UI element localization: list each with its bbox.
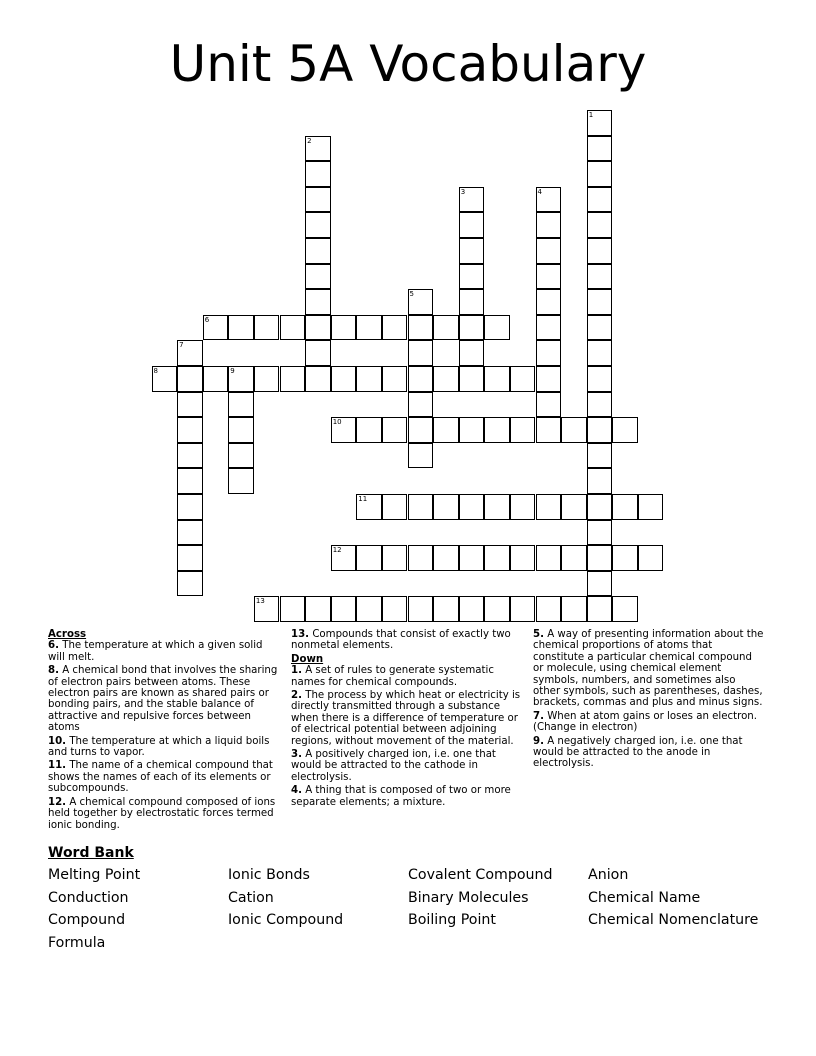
- crossword-cell[interactable]: [177, 494, 203, 520]
- crossword-cell[interactable]: [587, 494, 613, 520]
- word-bank-item: Formula: [48, 934, 106, 951]
- puzzle-title: Unit 5A Vocabulary: [169, 35, 647, 93]
- clue-down-3: 3. A positively charged ion, i.e. one that would be attracted to the cathode in electrolysis.: [291, 749, 496, 783]
- crossword-cell[interactable]: [536, 289, 562, 315]
- crossword-cell[interactable]: [587, 392, 613, 418]
- crossword-cell[interactable]: [587, 136, 613, 162]
- crossword-cell[interactable]: [356, 417, 382, 443]
- crossword-cell[interactable]: [177, 520, 203, 546]
- word-bank: [48, 866, 788, 953]
- crossword-cell[interactable]: [587, 110, 613, 136]
- word-bank-item: Cation: [228, 889, 274, 906]
- across-heading: Across: [48, 629, 87, 640]
- crossword-cell[interactable]: [228, 468, 254, 494]
- crossword-cell[interactable]: [561, 494, 587, 520]
- clue-down-2: 2. The process by which heat or electricity is directly transmitted through a substance when there is a difference of temperature or of electrical potential between adjoining regions, without movement of the material.: [291, 690, 521, 747]
- crossword-cell[interactable]: [459, 187, 485, 213]
- crossword-cell[interactable]: [177, 443, 203, 469]
- crossword-cell[interactable]: [510, 545, 536, 571]
- crossword-cell[interactable]: [536, 238, 562, 264]
- crossword-cell[interactable]: [254, 315, 280, 341]
- crossword-cell[interactable]: [587, 187, 613, 213]
- crossword-cell[interactable]: [305, 136, 331, 162]
- crossword-cell[interactable]: [305, 315, 331, 341]
- crossword-cell[interactable]: [331, 596, 357, 622]
- clue-down-7: 7. When at atom gains or loses an electron. (Change in electron): [533, 710, 757, 734]
- word-bank-item: Ionic Compound: [228, 912, 344, 928]
- clue-number: 5: [409, 290, 414, 299]
- crossword-cell[interactable]: [536, 392, 562, 418]
- crossword-cell[interactable]: [356, 494, 382, 520]
- crossword-cell[interactable]: [356, 315, 382, 341]
- crossword-cell[interactable]: [612, 494, 638, 520]
- crossword-cell[interactable]: [177, 392, 203, 418]
- crossword-cell[interactable]: [203, 366, 229, 392]
- crossword-cell[interactable]: [561, 596, 587, 622]
- crossword-cell[interactable]: [536, 264, 562, 290]
- crossword-cell[interactable]: [177, 545, 203, 571]
- crossword-cell[interactable]: [536, 545, 562, 571]
- crossword-cell[interactable]: [587, 596, 613, 622]
- crossword-cell[interactable]: [331, 417, 357, 443]
- crossword-cell[interactable]: [177, 468, 203, 494]
- crossword-cell[interactable]: [638, 494, 664, 520]
- crossword-cell[interactable]: [356, 545, 382, 571]
- crossword-cell[interactable]: [280, 315, 306, 341]
- clues-column-2: [291, 629, 523, 810]
- crossword-cell[interactable]: [459, 212, 485, 238]
- crossword-cell[interactable]: [587, 366, 613, 392]
- clue-across-6: 6. The temperature at which a given solid will melt.: [48, 640, 263, 663]
- crossword-cell[interactable]: [484, 545, 510, 571]
- crossword-cell[interactable]: [305, 366, 331, 392]
- crossword-cell[interactable]: [587, 264, 613, 290]
- crossword-cell[interactable]: [228, 417, 254, 443]
- crossword-cell[interactable]: [356, 596, 382, 622]
- clue-number: 10: [332, 418, 342, 427]
- word-bank-item: Anion: [588, 867, 629, 883]
- crossword-cell[interactable]: [459, 238, 485, 264]
- crossword-cell[interactable]: [587, 340, 613, 366]
- crossword-cell[interactable]: [510, 596, 536, 622]
- crossword-cell[interactable]: [382, 596, 408, 622]
- crossword-cell[interactable]: [587, 468, 613, 494]
- crossword-cell[interactable]: [484, 315, 510, 341]
- crossword-cell[interactable]: [382, 494, 408, 520]
- crossword-cell[interactable]: [382, 417, 408, 443]
- crossword-cell[interactable]: [459, 289, 485, 315]
- crossword-cell[interactable]: [612, 596, 638, 622]
- crossword-cell[interactable]: [459, 596, 485, 622]
- crossword-cell[interactable]: [408, 494, 434, 520]
- crossword-cell[interactable]: [228, 315, 254, 341]
- clue-across-8: 8. A chemical bond that involves the sharing of electron pairs between atoms. These electron pairs are known as shared pairs or bonding pairs, and the stable balance of attractive and repulsive forces between atoms: [48, 665, 278, 734]
- crossword-cell[interactable]: [536, 315, 562, 341]
- clue-down-1: 1. A set of rules to generate systematic names for chemical compounds.: [291, 665, 494, 688]
- crossword-cell[interactable]: [459, 417, 485, 443]
- crossword-cell[interactable]: [536, 494, 562, 520]
- crossword-cell[interactable]: [510, 494, 536, 520]
- crossword-cell[interactable]: [331, 315, 357, 341]
- crossword-cell[interactable]: [305, 161, 331, 187]
- crossword-cell[interactable]: [433, 366, 459, 392]
- crossword-cell[interactable]: [587, 161, 613, 187]
- crossword-cell[interactable]: [305, 264, 331, 290]
- crossword-cell[interactable]: [587, 238, 613, 264]
- crossword-cell[interactable]: [587, 520, 613, 546]
- crossword-cell[interactable]: [228, 366, 254, 392]
- word-bank-item: Compound: [48, 912, 126, 928]
- crossword-cell[interactable]: [280, 596, 306, 622]
- crossword-cell[interactable]: [484, 494, 510, 520]
- word-bank-item: Chemical Name: [588, 889, 701, 906]
- crossword-cell[interactable]: [459, 340, 485, 366]
- crossword-cell[interactable]: [408, 545, 434, 571]
- clue-across-10: 10. The temperature at which a liquid boils and turns to vapor.: [48, 735, 270, 759]
- crossword-cell[interactable]: [408, 340, 434, 366]
- clue-number: 12: [332, 546, 342, 555]
- word-bank-title: Word Bank: [48, 845, 134, 861]
- crossword-cell[interactable]: [587, 417, 613, 443]
- clue-number: 11: [358, 495, 368, 503]
- clue-number: 8: [153, 367, 158, 375]
- crossword-cell[interactable]: [177, 571, 203, 597]
- crossword-cell[interactable]: [612, 417, 638, 443]
- word-bank-item: Covalent Compound: [408, 867, 553, 883]
- crossword-cell[interactable]: [177, 417, 203, 443]
- crossword-cell[interactable]: [484, 596, 510, 622]
- word-bank-item: Melting Point: [48, 867, 141, 883]
- crossword-cell[interactable]: [228, 392, 254, 418]
- clue-number: 7: [179, 341, 184, 350]
- crossword-cell[interactable]: [459, 315, 485, 341]
- crossword-cell[interactable]: [203, 315, 229, 341]
- word-bank-item: Boiling Point: [408, 912, 496, 928]
- crossword-cell[interactable]: [510, 417, 536, 443]
- crossword-cell[interactable]: [510, 366, 536, 392]
- crossword-cell[interactable]: [254, 596, 280, 622]
- crossword-cell[interactable]: [536, 187, 562, 213]
- crossword-cell[interactable]: [382, 366, 408, 392]
- crossword-cell[interactable]: [433, 417, 459, 443]
- crossword-cell[interactable]: [177, 340, 203, 366]
- clue-number: 1: [588, 111, 594, 119]
- crossword-cell[interactable]: [484, 417, 510, 443]
- crossword-cell[interactable]: [433, 596, 459, 622]
- crossword-cell[interactable]: [459, 494, 485, 520]
- crossword-cell[interactable]: [484, 366, 510, 392]
- crossword-cell[interactable]: [177, 366, 203, 392]
- clue-number: 9: [230, 367, 235, 375]
- down-heading: Down: [291, 653, 324, 665]
- crossword-cell[interactable]: [587, 289, 613, 315]
- crossword-cell[interactable]: [280, 366, 306, 392]
- clue-across-11: 11. The name of a chemical compound that shows the names of each of its elements or subcompounds.: [48, 760, 273, 795]
- crossword-cell[interactable]: [305, 596, 331, 622]
- crossword-cell[interactable]: [331, 366, 357, 392]
- crossword-cell[interactable]: [587, 545, 613, 571]
- clue-number: 2: [307, 136, 312, 145]
- crossword-cell[interactable]: [587, 443, 613, 469]
- crossword-cell[interactable]: [305, 187, 331, 213]
- crossword-cell[interactable]: [408, 315, 434, 341]
- crossword-cell[interactable]: [408, 417, 434, 443]
- crossword-cell[interactable]: [561, 417, 587, 443]
- crossword-cell[interactable]: [459, 545, 485, 571]
- clue-down-5: 5. A way of presenting information about the chemical proportions of atoms that constitute a particular chemical compound or molecule, using chemical element symbols, numbers, and sometimes also other symbols, such as parentheses, dashes, brackets, commas and plus and minus signs.: [533, 629, 764, 709]
- crossword-cell[interactable]: [228, 443, 254, 469]
- clues-column-3: [533, 629, 765, 772]
- crossword-cell[interactable]: [561, 545, 587, 571]
- crossword-cell[interactable]: [536, 417, 562, 443]
- crossword-cell[interactable]: [408, 366, 434, 392]
- clue-number: 3: [460, 187, 466, 196]
- clues-column-1: [48, 629, 280, 833]
- clue-across-13: 13. Compounds that consist of exactly two nonmetal elements.: [291, 629, 511, 652]
- word-bank-item: Chemical Nomenclature: [588, 912, 759, 928]
- word-bank-item: Conduction: [48, 889, 129, 906]
- crossword-cell[interactable]: [331, 545, 357, 571]
- crossword-cell[interactable]: [408, 392, 434, 418]
- crossword-cell[interactable]: [536, 340, 562, 366]
- crossword-cell[interactable]: [587, 212, 613, 238]
- crossword-cell[interactable]: [536, 366, 562, 392]
- crossword-cell[interactable]: [254, 366, 280, 392]
- crossword-cell[interactable]: [459, 366, 485, 392]
- crossword-cell[interactable]: [587, 571, 613, 597]
- clue-across-12: 12. A chemical compound composed of ions held together by electrostatic forces termed ionic bonding.: [48, 796, 276, 831]
- crossword-cell[interactable]: [305, 238, 331, 264]
- crossword-cell[interactable]: [305, 340, 331, 366]
- crossword-cell[interactable]: [408, 289, 434, 315]
- crossword-cell[interactable]: [305, 289, 331, 315]
- clue-number: 6: [204, 315, 210, 324]
- crossword-cell[interactable]: [382, 545, 408, 571]
- clue-down-4: 4. A thing that is composed of two or more separate elements; a mixture.: [291, 785, 511, 808]
- crossword-cell[interactable]: [587, 315, 613, 341]
- crossword-cell[interactable]: [433, 315, 459, 341]
- crossword-cell[interactable]: [382, 315, 408, 341]
- word-bank-item: Binary Molecules: [408, 889, 529, 906]
- clue-number: 13: [255, 597, 265, 606]
- crossword-cell[interactable]: [408, 596, 434, 622]
- crossword-cell[interactable]: [536, 212, 562, 238]
- word-bank-item: Ionic Bonds: [228, 867, 310, 883]
- crossword-cell[interactable]: [433, 494, 459, 520]
- crossword-cell[interactable]: [638, 545, 664, 571]
- clue-number: 4: [537, 187, 542, 196]
- crossword-cell[interactable]: [433, 545, 459, 571]
- crossword-cell[interactable]: [408, 443, 434, 469]
- crossword-cell[interactable]: [356, 366, 382, 392]
- crossword-cell[interactable]: [459, 264, 485, 290]
- crossword-cell[interactable]: [536, 596, 562, 622]
- crossword-cell[interactable]: [152, 366, 178, 392]
- clue-down-9: 9. A negatively charged ion, i.e. one that would be attracted to the anode in electrolysis.: [533, 735, 743, 770]
- crossword-cell[interactable]: [305, 212, 331, 238]
- crossword-cell[interactable]: [612, 545, 638, 571]
